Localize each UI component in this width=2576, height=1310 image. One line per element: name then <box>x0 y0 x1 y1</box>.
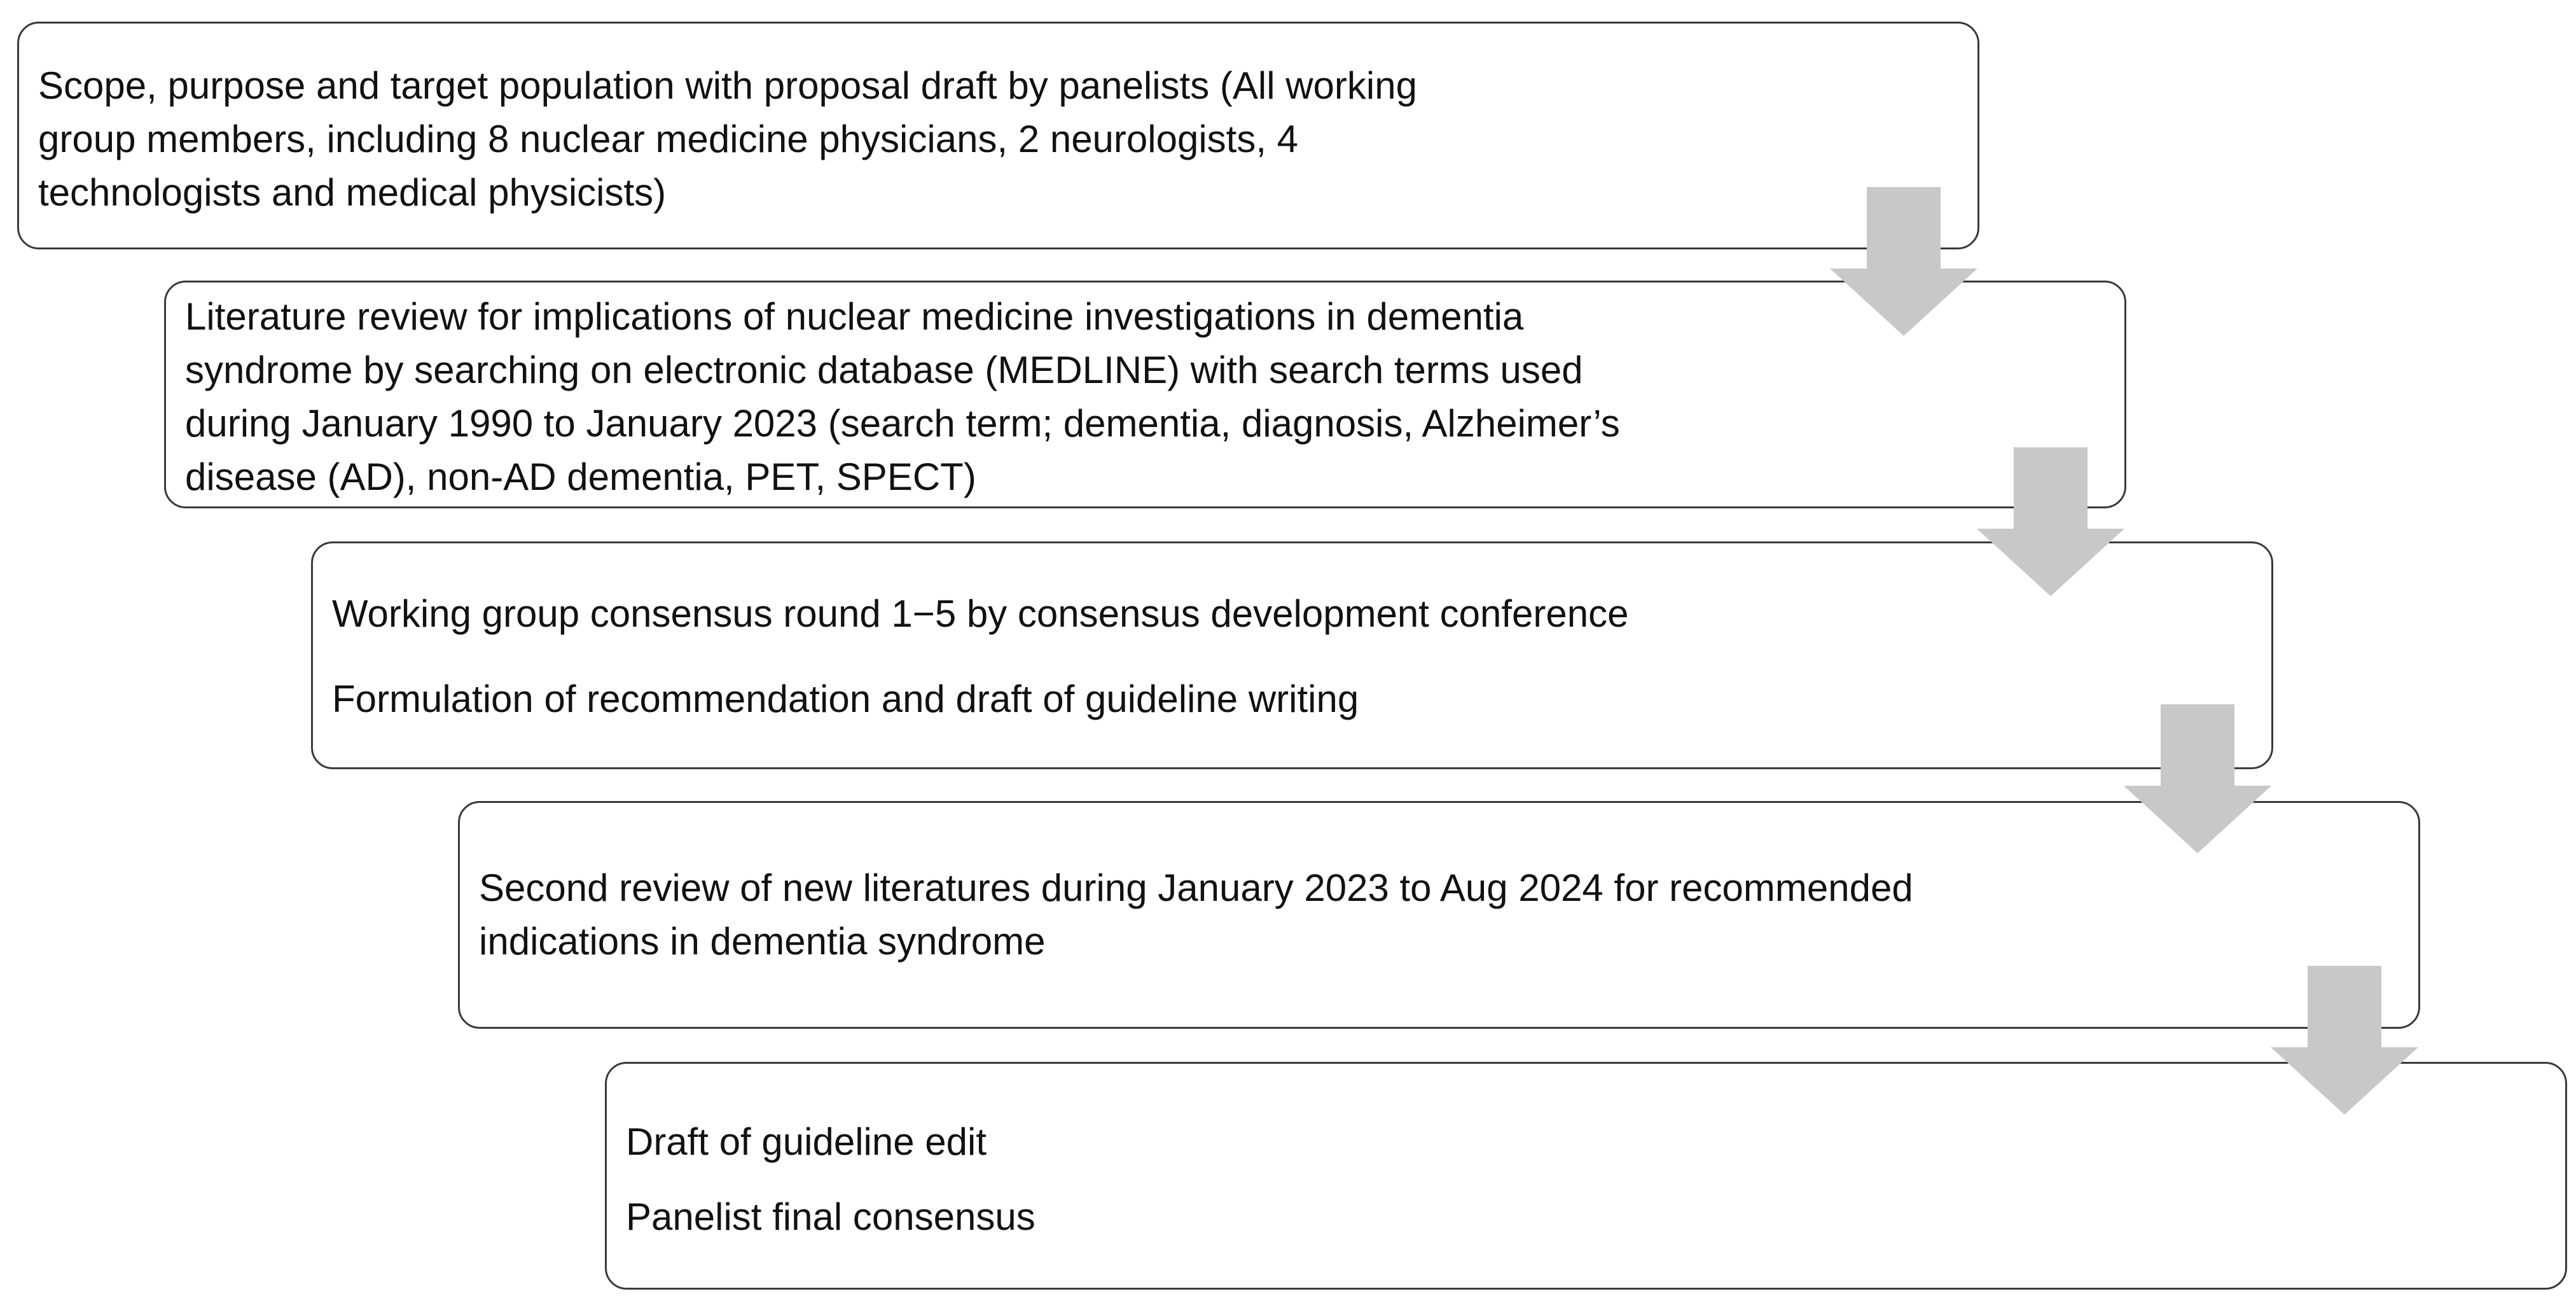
down-arrow-2 <box>1977 447 2124 596</box>
step-2-line-4: disease (AD), non-AD dementia, PET, SPECT) <box>185 456 976 498</box>
down-arrow-3 <box>2124 704 2271 853</box>
step-1-line-2: group members, including 8 nuclear medicine physicians, 2 neurologists, 4 <box>38 118 1299 160</box>
down-arrow-4-icon <box>2271 966 2418 1115</box>
step-5-line-1: Draft of guideline edit <box>626 1120 987 1163</box>
step-3-text <box>332 571 1629 742</box>
step-5-line-2: Panelist final consensus <box>626 1195 1035 1238</box>
down-arrow-2-icon <box>1977 447 2124 596</box>
down-arrow-4 <box>2271 966 2418 1115</box>
step-4-line-1: Second review of new literatures during January 2023 to Aug 2024 for recommended <box>479 867 1913 909</box>
step-2-text <box>185 290 1620 504</box>
down-arrow-1-icon <box>1830 187 1977 336</box>
step-4-line-2: indications in dementia syndrome <box>479 920 1046 963</box>
down-arrow-1 <box>1830 187 1977 336</box>
step-1-text <box>38 59 1417 219</box>
step-2-line-1: Literature review for implications of nuclear medicine investigations in dementia <box>185 295 1524 338</box>
step-1-box <box>17 22 1979 249</box>
step-5-text <box>626 1104 1035 1255</box>
step-4-text <box>479 861 1913 968</box>
step-3-line-1: Working group consensus round 1−5 by consensus development conference <box>332 592 1629 635</box>
step-3-line-2: Formulation of recommendation and draft of guideline writing <box>332 678 1359 720</box>
down-arrow-3-icon <box>2124 704 2271 853</box>
step-2-line-2: syndrome by searching on electronic database (MEDLINE) with search terms used <box>185 349 1583 391</box>
step-2-line-3: during January 1990 to January 2023 (search term; dementia, diagnosis, Alzheimer’s <box>185 402 1620 445</box>
step-1-line-3: technologists and medical physicists) <box>38 171 667 214</box>
step-1-line-1: Scope, purpose and target population with proposal draft by panelists (All working <box>38 64 1417 107</box>
